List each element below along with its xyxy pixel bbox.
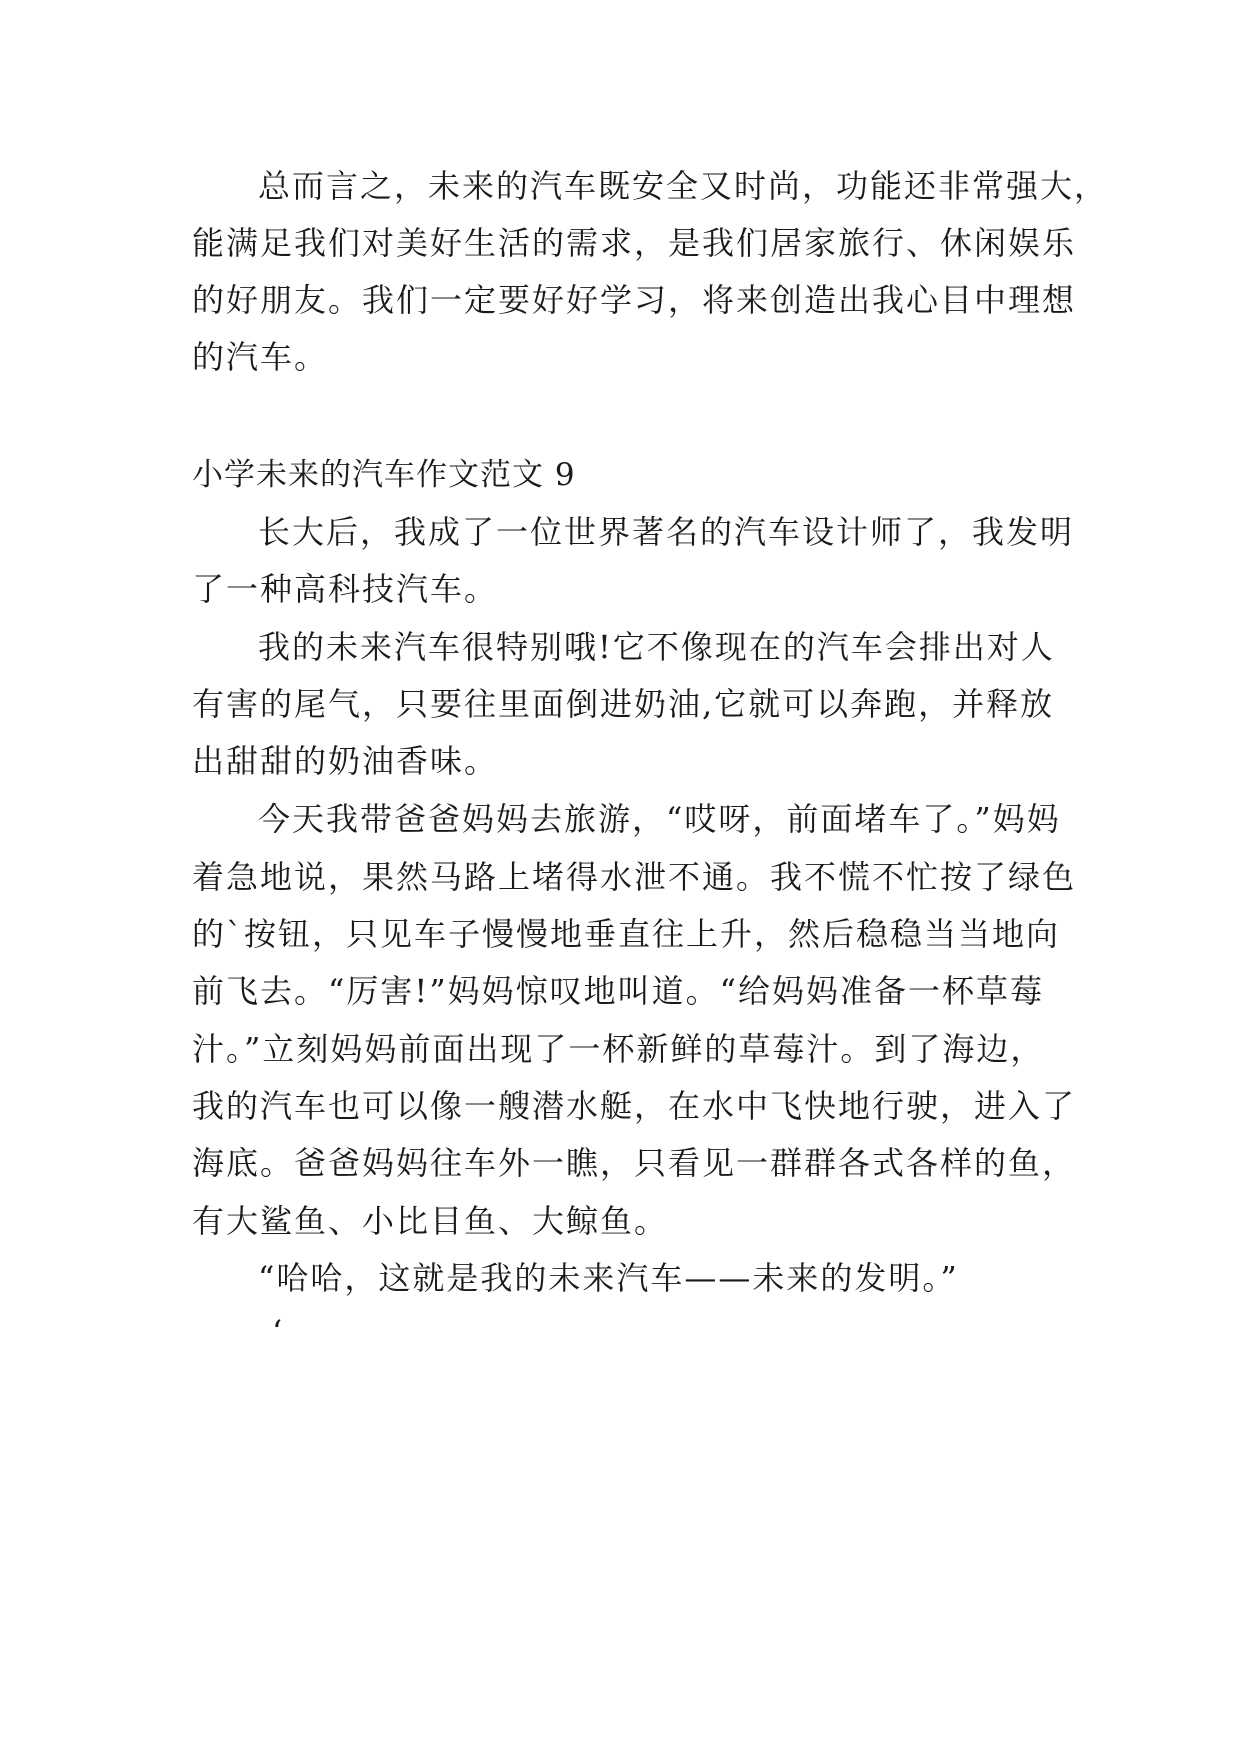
- paragraph-line: 着急地说，果然马路上堵得水泄不通。我不慌不忙按了绿色: [192, 858, 1077, 896]
- paragraph-line: 能满足我们对美好生活的需求，是我们居家旅行、休闲娱乐: [192, 224, 1077, 262]
- paragraph-line: 了一种高科技汽车。: [192, 570, 499, 608]
- paragraph-line: 汁。”立刻妈妈前面出现了一杯新鲜的草莓汁。到了海边，: [192, 1030, 1045, 1068]
- paragraph-line: 有大鲨鱼、小比目鱼、大鲸鱼。: [192, 1202, 669, 1240]
- trailing-mark: ‘: [272, 1313, 285, 1351]
- paragraph-line: 有害的尾气，只要往里面倒进奶油,它就可以奔跑，并释放: [192, 685, 1055, 723]
- paragraph-line: 的好朋友。我们一定要好好学习，将来创造出我心目中理想: [192, 281, 1077, 319]
- paragraph-line: 长大后，我成了一位世界著名的汽车设计师了，我发明: [258, 513, 1075, 551]
- paragraph-line: 的汽车。: [192, 338, 329, 376]
- paragraph-line: “哈哈，这就是我的未来汽车——未来的发明。”: [258, 1259, 959, 1297]
- paragraph-line: 的`按钮，只见车子慢慢地垂直往上升，然后稳稳当当地向: [192, 915, 1061, 953]
- paragraph-line: 我的汽车也可以像一艘潜水艇，在水中飞快地行驶，进入了: [192, 1087, 1077, 1125]
- paragraph-line: 出甜甜的奶油香味。: [192, 742, 499, 780]
- paragraph-line: 今天我带爸爸妈妈去旅游，“哎呀，前面堵车了。”妈妈: [258, 800, 1061, 838]
- paragraph-line: 总而言之，未来的汽车既安全又时尚，功能还非常强大，: [258, 167, 1109, 205]
- paragraph-line: 我的未来汽车很特别哦!它不像现在的汽车会排出对人: [258, 628, 1055, 666]
- paragraph-line: 前飞去。“厉害!”妈妈惊叹地叫道。“给妈妈准备一杯草莓: [192, 972, 1044, 1010]
- section-title: 小学未来的汽车作文范文 9: [192, 457, 576, 493]
- paragraph-line: 海底。爸爸妈妈往车外一瞧，只看见一群群各式各样的鱼，: [192, 1144, 1077, 1182]
